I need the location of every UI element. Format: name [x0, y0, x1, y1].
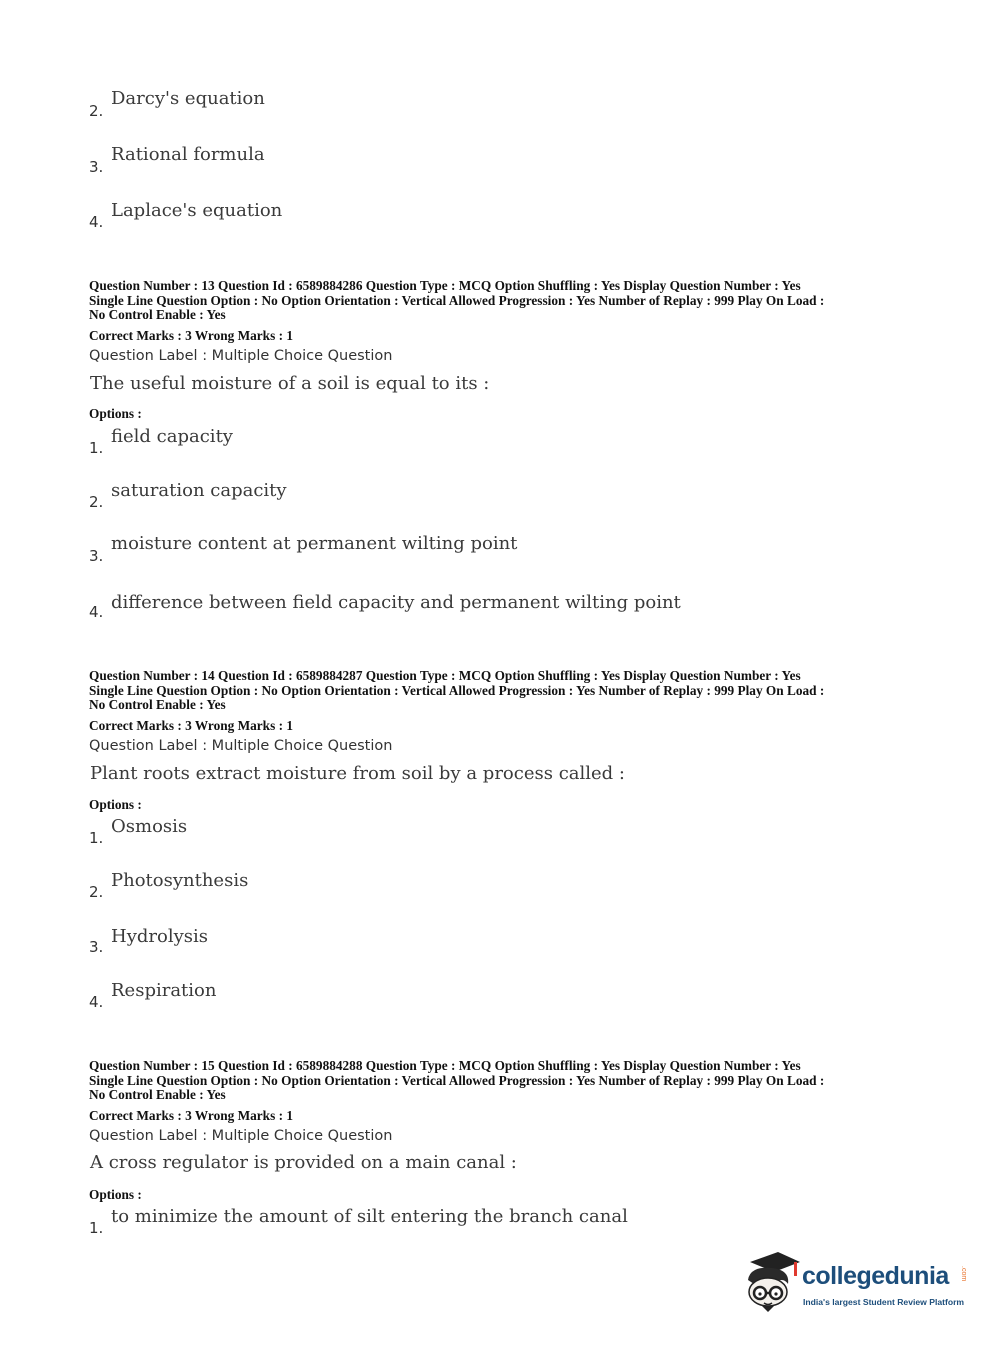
option-number: 4. — [89, 213, 104, 231]
meta-line: Single Line Question Option : No Option Orientation : Vertical Allowed Progression : Yes Number of Replay : 999 Play On Load : — [89, 1072, 825, 1088]
meta-line: No Control Enable : Yes — [89, 697, 226, 712]
question-meta — [89, 669, 919, 713]
question-meta — [89, 1059, 919, 1103]
meta-line: Question Number : 14 Question Id : 6589884287 Question Type : MCQ Option Shuffling : Yes Display Question Number : Yes — [89, 668, 801, 683]
question-text: A cross regulator is provided on a main canal : — [90, 1152, 517, 1173]
question-label: Question Label : Multiple Choice Question — [89, 738, 393, 754]
meta-line: Single Line Question Option : No Option Orientation : Vertical Allowed Progression : Yes Number of Replay : 999 Play On Load : — [89, 292, 825, 308]
question-marks: Correct Marks : 3 Wrong Marks : 1 — [89, 718, 293, 733]
meta-line: No Control Enable : Yes — [89, 1087, 226, 1102]
options-label: Options : — [89, 1187, 142, 1202]
logo-tagline: India's largest Student Review Platform — [803, 1297, 965, 1307]
option-number: 1. — [89, 829, 104, 847]
option-text: Respiration — [111, 980, 217, 1001]
question-marks: Correct Marks : 3 Wrong Marks : 1 — [89, 328, 293, 343]
collegedunia-logo[interactable] — [742, 1248, 972, 1320]
option-text: Photosynthesis — [111, 870, 249, 891]
option-text: Darcy's equation — [111, 88, 265, 109]
option-text: moisture content at permanent wilting point — [111, 533, 518, 554]
question-label: Question Label : Multiple Choice Question — [89, 348, 393, 364]
question-text: Plant roots extract moisture from soil by a process called : — [90, 763, 625, 784]
meta-line: Question Number : 13 Question Id : 6589884286 Question Type : MCQ Option Shuffling : Yes Display Question Number : Yes — [89, 278, 801, 293]
option-number: 2. — [89, 493, 104, 511]
option-text: Osmosis — [111, 816, 188, 837]
logo-suffix: .com — [960, 1266, 967, 1282]
meta-line: No Control Enable : Yes — [89, 307, 226, 322]
option-text: Laplace's equation — [111, 200, 283, 221]
option-text: Hydrolysis — [111, 926, 208, 947]
option-text: field capacity — [111, 426, 233, 447]
option-number: 2. — [89, 102, 104, 120]
student-mascot-icon — [742, 1248, 802, 1320]
options-label: Options : — [89, 406, 142, 421]
question-label: Question Label : Multiple Choice Question — [89, 1128, 393, 1144]
option-number: 3. — [89, 158, 104, 176]
option-text: difference between field capacity and permanent wilting point — [111, 592, 681, 613]
option-number: 3. — [89, 938, 104, 956]
logo-wordmark: collegedunia — [802, 1262, 949, 1290]
question-marks: Correct Marks : 3 Wrong Marks : 1 — [89, 1108, 293, 1123]
option-text: Rational formula — [111, 144, 265, 165]
options-label: Options : — [89, 797, 142, 812]
option-number: 4. — [89, 993, 104, 1011]
question-meta — [89, 279, 919, 323]
option-number: 1. — [89, 1219, 104, 1237]
meta-line: Question Number : 15 Question Id : 6589884288 Question Type : MCQ Option Shuffling : Yes Display Question Number : Yes — [89, 1058, 801, 1073]
option-text: to minimize the amount of silt entering the branch canal — [111, 1206, 628, 1227]
option-text: saturation capacity — [111, 480, 287, 501]
option-number: 4. — [89, 603, 104, 621]
meta-line: Single Line Question Option : No Option Orientation : Vertical Allowed Progression : Yes Number of Replay : 999 Play On Load : — [89, 682, 825, 698]
question-text: The useful moisture of a soil is equal to its : — [90, 373, 490, 394]
option-number: 3. — [89, 547, 104, 565]
option-number: 2. — [89, 883, 104, 901]
option-number: 1. — [89, 439, 104, 457]
